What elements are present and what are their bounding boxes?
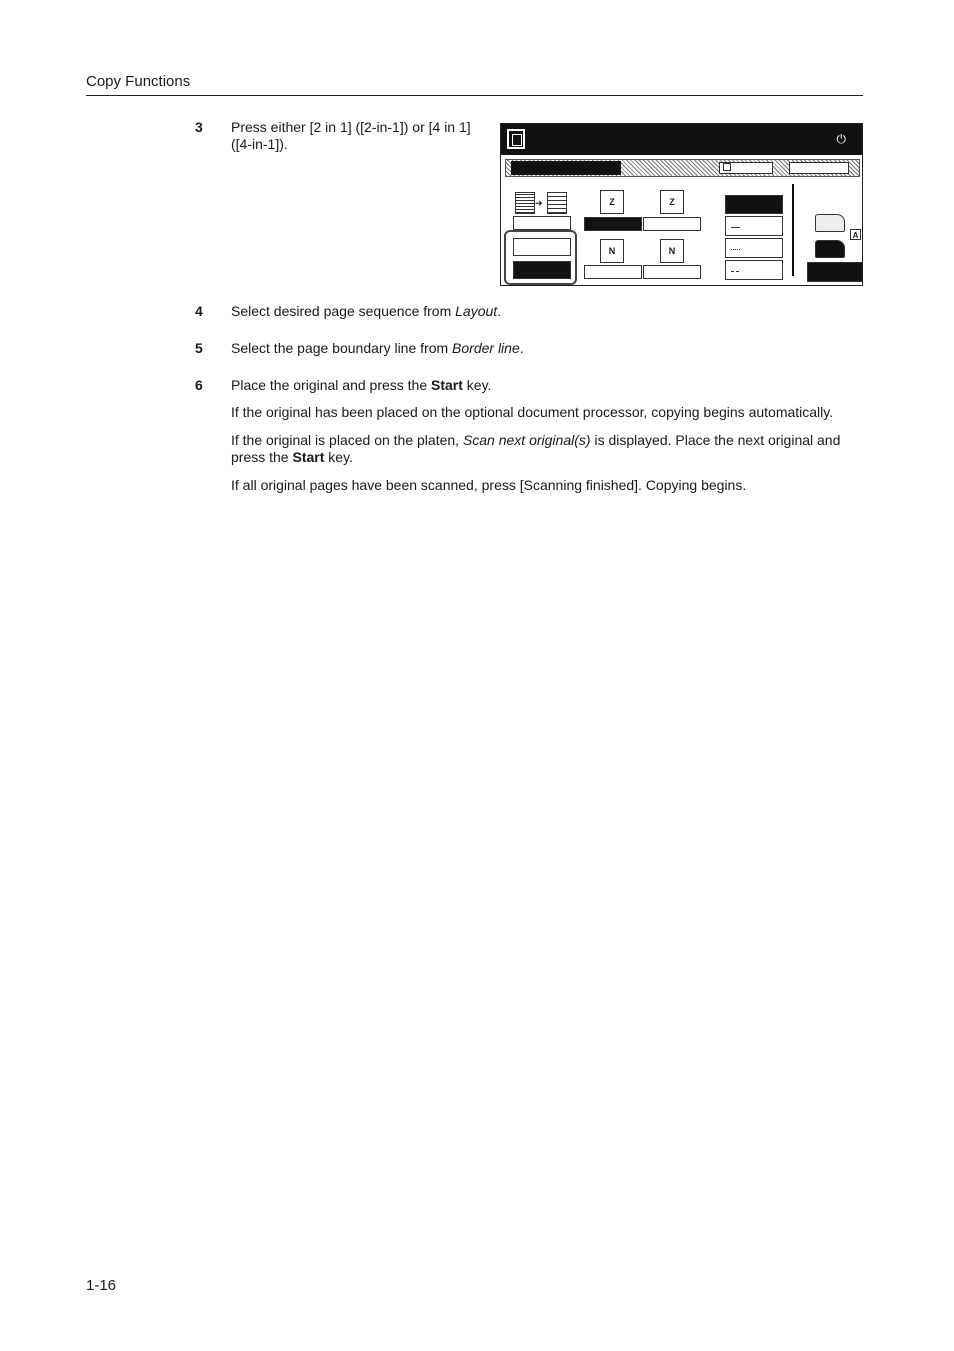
layout-icon-z-left: Z <box>600 190 624 214</box>
layout-option-4-button[interactable] <box>643 265 701 279</box>
orientation-a-icon: A <box>850 229 861 240</box>
step-text-part: . <box>519 340 524 356</box>
step-text-part: . <box>497 303 502 319</box>
step-text-emphasis: Layout <box>455 303 498 319</box>
step-text <box>231 377 491 394</box>
dashed-line-sample <box>731 271 740 272</box>
arrow-right-icon: ➜ <box>535 198 543 208</box>
dotted-line-sample <box>731 249 740 250</box>
power-icon: ⏻ <box>836 132 846 146</box>
border-dashed-button[interactable] <box>725 260 783 280</box>
paragraph-part: is displayed. Place the next original and press the <box>231 432 841 465</box>
border-solid-button[interactable] <box>725 216 783 236</box>
paragraph-strong: Start <box>292 449 325 465</box>
paragraph: If all original pages have been scanned, press [Scanning finished]. Copying begins. <box>231 477 747 493</box>
message-bar-highlight <box>511 161 621 175</box>
page-header-title: Copy Functions <box>86 73 191 90</box>
paragraph-part: key. <box>324 449 353 465</box>
step-text-part: Select desired page sequence from <box>231 303 456 319</box>
paragraph-part: If the original is placed on the platen, <box>231 432 463 448</box>
combine-stack-icon <box>515 192 535 214</box>
shortcut-icon <box>723 163 731 171</box>
paragraph-emphasis: Scan next original(s) <box>462 432 591 448</box>
panel-divider <box>792 184 794 276</box>
paragraph <box>231 432 863 466</box>
step-text-emphasis: Border line <box>452 340 520 356</box>
border-none-button[interactable] <box>725 195 783 214</box>
scanner-icon <box>815 214 845 232</box>
layout-option-2-button[interactable] <box>643 217 701 231</box>
layout-option-1-button[interactable] <box>584 217 642 231</box>
solid-line-sample <box>731 227 740 228</box>
header-divider <box>86 95 863 96</box>
step-text-part: Select the page boundary line from <box>231 340 453 356</box>
close-button[interactable] <box>807 262 863 282</box>
combined-page-icon <box>547 192 567 214</box>
document-icon <box>507 129 525 149</box>
layout-icon-n-left: N <box>600 239 624 263</box>
panel-right-button[interactable] <box>789 162 849 174</box>
step-number: 5 <box>195 340 203 356</box>
layout-icon-z-right: Z <box>660 190 684 214</box>
step-text: Press either [2 in 1] ([2-in-1]) or [4 in 1] ([4-in-1]). <box>231 119 471 152</box>
step-text <box>231 303 501 320</box>
layout-option-3-button[interactable] <box>584 265 642 279</box>
page-number: 1-16 <box>86 1277 117 1294</box>
step-text <box>231 340 524 357</box>
panel-title-bar <box>501 124 862 155</box>
selection-highlight-ring <box>504 230 577 285</box>
copier-panel-screenshot <box>500 123 863 286</box>
step-number: 3 <box>195 119 203 135</box>
step-number: 4 <box>195 303 203 319</box>
step-number: 6 <box>195 377 203 393</box>
step-text-part: key. <box>462 377 492 393</box>
off-button[interactable] <box>513 216 571 230</box>
step-text-strong: Start <box>431 377 463 393</box>
border-dotted-button[interactable] <box>725 238 783 258</box>
layout-icon-n-right: N <box>660 239 684 263</box>
scanner-dark-icon <box>815 240 845 258</box>
paragraph: If the original has been placed on the optional document processor, copying begins automatically. <box>231 404 834 420</box>
step-text-part: Place the original and press the <box>231 377 432 393</box>
shortcut-button[interactable] <box>719 162 773 174</box>
